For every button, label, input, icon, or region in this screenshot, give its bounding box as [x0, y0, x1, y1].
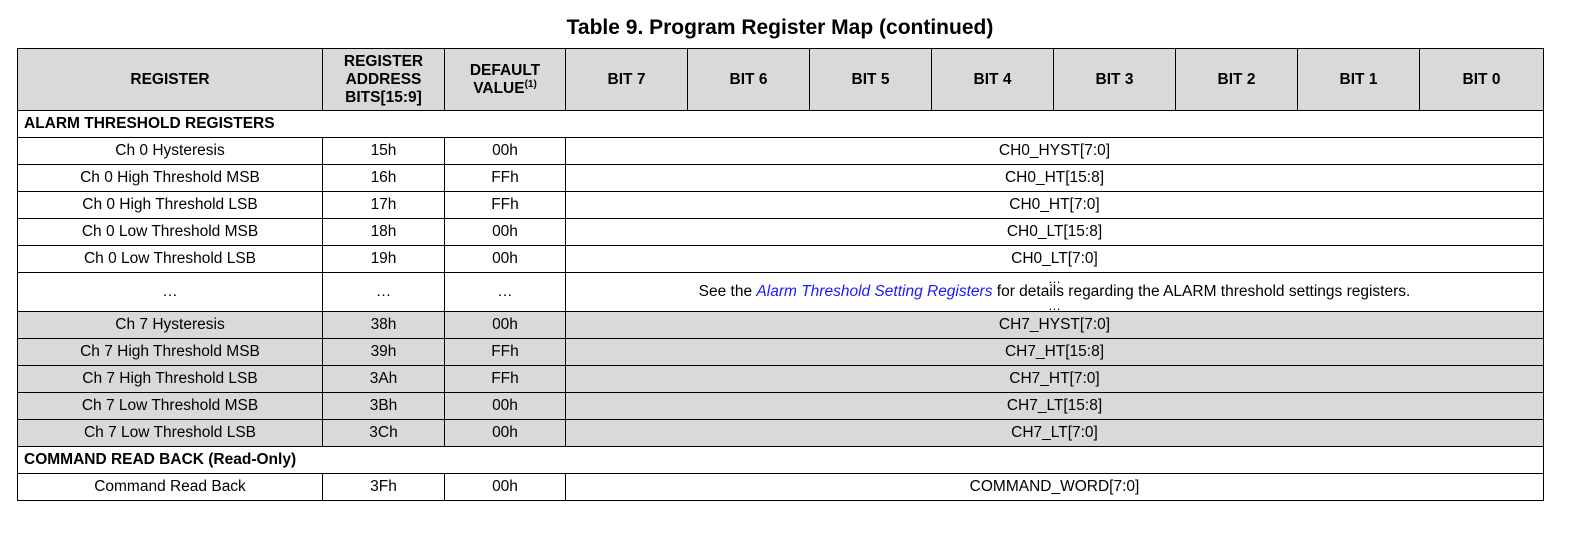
- register-field: CH7_LT[7:0]: [566, 420, 1544, 447]
- register-address: 19h: [323, 246, 445, 273]
- header-row: [18, 49, 1544, 111]
- register-address: 38h: [323, 312, 445, 339]
- register-default: FFh: [445, 339, 566, 366]
- table-row: [18, 312, 1544, 339]
- ellipsis-dots-bottom: …: [1048, 298, 1061, 312]
- register-default: 00h: [445, 393, 566, 420]
- ellipsis-default: …: [445, 273, 566, 312]
- register-map-table: [17, 48, 1544, 501]
- register-field: CH0_HYST[7:0]: [566, 138, 1544, 165]
- register-name: Ch 7 Low Threshold MSB: [18, 393, 323, 420]
- header-bit-0: BIT 0: [1420, 49, 1544, 111]
- table-row: [18, 246, 1544, 273]
- section-title-command: COMMAND READ BACK (Read-Only): [18, 447, 1544, 474]
- alarm-threshold-registers-link[interactable]: Alarm Threshold Setting Registers: [756, 283, 993, 300]
- header-bit-2: BIT 2: [1176, 49, 1298, 111]
- header-address-line3: BITS[15:9]: [345, 88, 422, 106]
- header-register: REGISTER: [18, 49, 323, 111]
- note-prefix: See the: [698, 283, 757, 300]
- section-row-command: [18, 447, 1544, 474]
- header-bit-5: BIT 5: [810, 49, 932, 111]
- section-title-alarm: ALARM THRESHOLD REGISTERS: [18, 111, 1544, 138]
- table-row: [18, 420, 1544, 447]
- register-field: COMMAND_WORD[7:0]: [566, 474, 1544, 501]
- register-default: 00h: [445, 138, 566, 165]
- register-name: Ch 0 Low Threshold LSB: [18, 246, 323, 273]
- register-name: Ch 7 High Threshold LSB: [18, 366, 323, 393]
- register-field: CH0_LT[7:0]: [566, 246, 1544, 273]
- register-name: Command Read Back: [18, 474, 323, 501]
- header-bit-3: BIT 3: [1054, 49, 1176, 111]
- register-address: 3Ch: [323, 420, 445, 447]
- register-field: CH7_HYST[7:0]: [566, 312, 1544, 339]
- header-address-line1: REGISTER: [343, 52, 424, 70]
- header-bit-7: BIT 7: [566, 49, 688, 111]
- register-default: 00h: [445, 420, 566, 447]
- header-bit-6: BIT 6: [688, 49, 810, 111]
- note-suffix: for details regarding the ALARM threshold settings registers.: [992, 283, 1411, 300]
- register-name: Ch 0 Low Threshold MSB: [18, 219, 323, 246]
- register-default: 00h: [445, 474, 566, 501]
- header-default-line1: DEFAULT: [469, 61, 541, 79]
- ellipsis-register: …: [18, 273, 323, 312]
- register-address: 18h: [323, 219, 445, 246]
- register-name: Ch 0 Hysteresis: [18, 138, 323, 165]
- register-field: CH0_LT[15:8]: [566, 219, 1544, 246]
- table-row: [18, 192, 1544, 219]
- header-bit-4: BIT 4: [932, 49, 1054, 111]
- register-default: 00h: [445, 312, 566, 339]
- register-default: 00h: [445, 246, 566, 273]
- header-default-footnote: (1): [524, 78, 537, 90]
- register-address: 16h: [323, 165, 445, 192]
- table-row: [18, 339, 1544, 366]
- register-address: 3Ah: [323, 366, 445, 393]
- ellipsis-note-cell: [566, 273, 1544, 312]
- register-field: CH7_HT[7:0]: [566, 366, 1544, 393]
- header-address-line2: ADDRESS: [345, 70, 422, 88]
- register-name: Ch 7 Hysteresis: [18, 312, 323, 339]
- register-field: CH7_HT[15:8]: [566, 339, 1544, 366]
- register-name: Ch 7 High Threshold MSB: [18, 339, 323, 366]
- register-address: 17h: [323, 192, 445, 219]
- register-address: 3Fh: [323, 474, 445, 501]
- register-name: Ch 7 Low Threshold LSB: [18, 420, 323, 447]
- ellipsis-address: …: [323, 273, 445, 312]
- register-address: 3Bh: [323, 393, 445, 420]
- table-row: [18, 393, 1544, 420]
- register-field: CH0_HT[7:0]: [566, 192, 1544, 219]
- table-title: Table 9. Program Register Map (continued): [566, 16, 994, 39]
- header-address: [323, 49, 445, 111]
- register-name: Ch 0 High Threshold MSB: [18, 165, 323, 192]
- table-row: [18, 474, 1544, 501]
- table-row: [18, 219, 1544, 246]
- table-row: [18, 138, 1544, 165]
- header-bit-1: BIT 1: [1298, 49, 1420, 111]
- register-address: 39h: [323, 339, 445, 366]
- table-row: [18, 366, 1544, 393]
- register-default: FFh: [445, 366, 566, 393]
- register-address: 15h: [323, 138, 445, 165]
- ellipsis-dots-top: …: [1048, 272, 1061, 286]
- register-field: CH7_LT[15:8]: [566, 393, 1544, 420]
- register-default: 00h: [445, 219, 566, 246]
- register-default: FFh: [445, 165, 566, 192]
- ellipsis-row: [18, 273, 1544, 312]
- register-default: FFh: [445, 192, 566, 219]
- register-field: CH0_HT[15:8]: [566, 165, 1544, 192]
- register-name: Ch 0 High Threshold LSB: [18, 192, 323, 219]
- section-row-alarm: [18, 111, 1544, 138]
- header-default: [445, 49, 566, 111]
- header-default-line2: VALUE: [473, 79, 525, 97]
- table-row: [18, 165, 1544, 192]
